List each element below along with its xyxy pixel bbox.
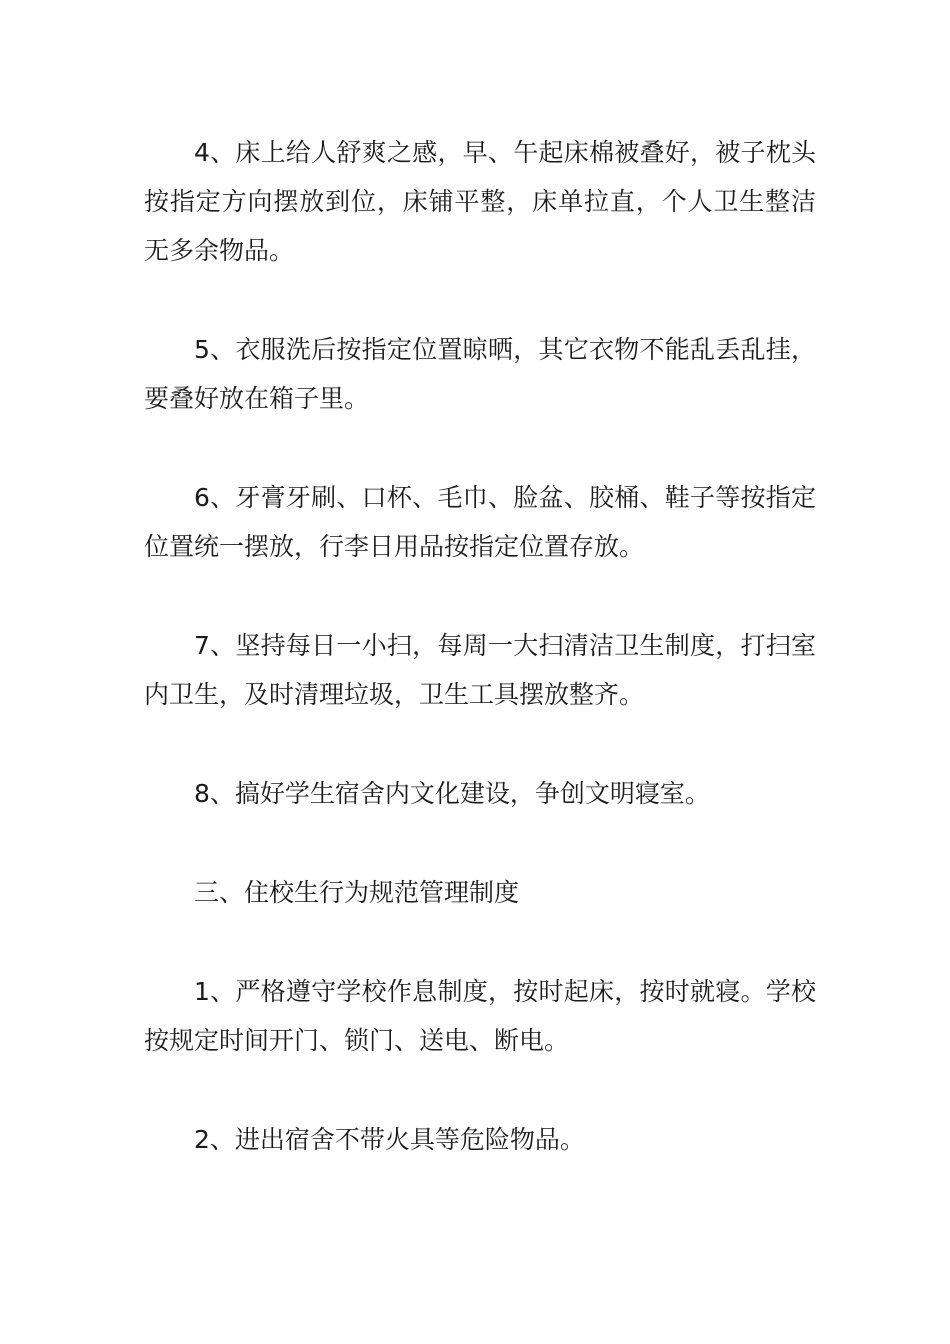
section-heading-boarder-conduct: 三、住校生行为规范管理制度	[194, 878, 520, 907]
paragraph-clothes-rules: 5、衣服洗后按指定位置晾晒，其它衣物不能乱丢乱挂，要叠好放在箱子里。	[144, 335, 816, 413]
paragraph-cleaning-rules: 7、坚持每日一小扫，每周一大扫清洁卫生制度，打扫室内卫生，及时清理垃圾，卫生工具摆放整齐。	[144, 631, 816, 709]
paragraph-bed-rules: 4、床上给人舒爽之感，早、午起床棉被叠好，被子枕头按指定方向摆放到位，床铺平整，床单拉直，个人卫生整洁无多余物品。	[144, 138, 816, 265]
paragraph-schedule-rules: 1、严格遵守学校作息制度，按时起床，按时就寝。学校按规定时间开门、锁门、送电、断电。	[144, 977, 816, 1055]
paragraph-toiletries-rules: 6、牙膏牙刷、口杯、毛巾、脸盆、胶桶、鞋子等按指定位置统一摆放，行李日用品按指定位置存放。	[144, 483, 816, 561]
document-body	[144, 128, 816, 1214]
paragraph-culture-rules: 8、搞好学生宿舍内文化建设，争创文明寝室。	[194, 779, 710, 808]
paragraph-safety-rules: 2、进出宿舍不带火具等危险物品。	[194, 1125, 585, 1154]
